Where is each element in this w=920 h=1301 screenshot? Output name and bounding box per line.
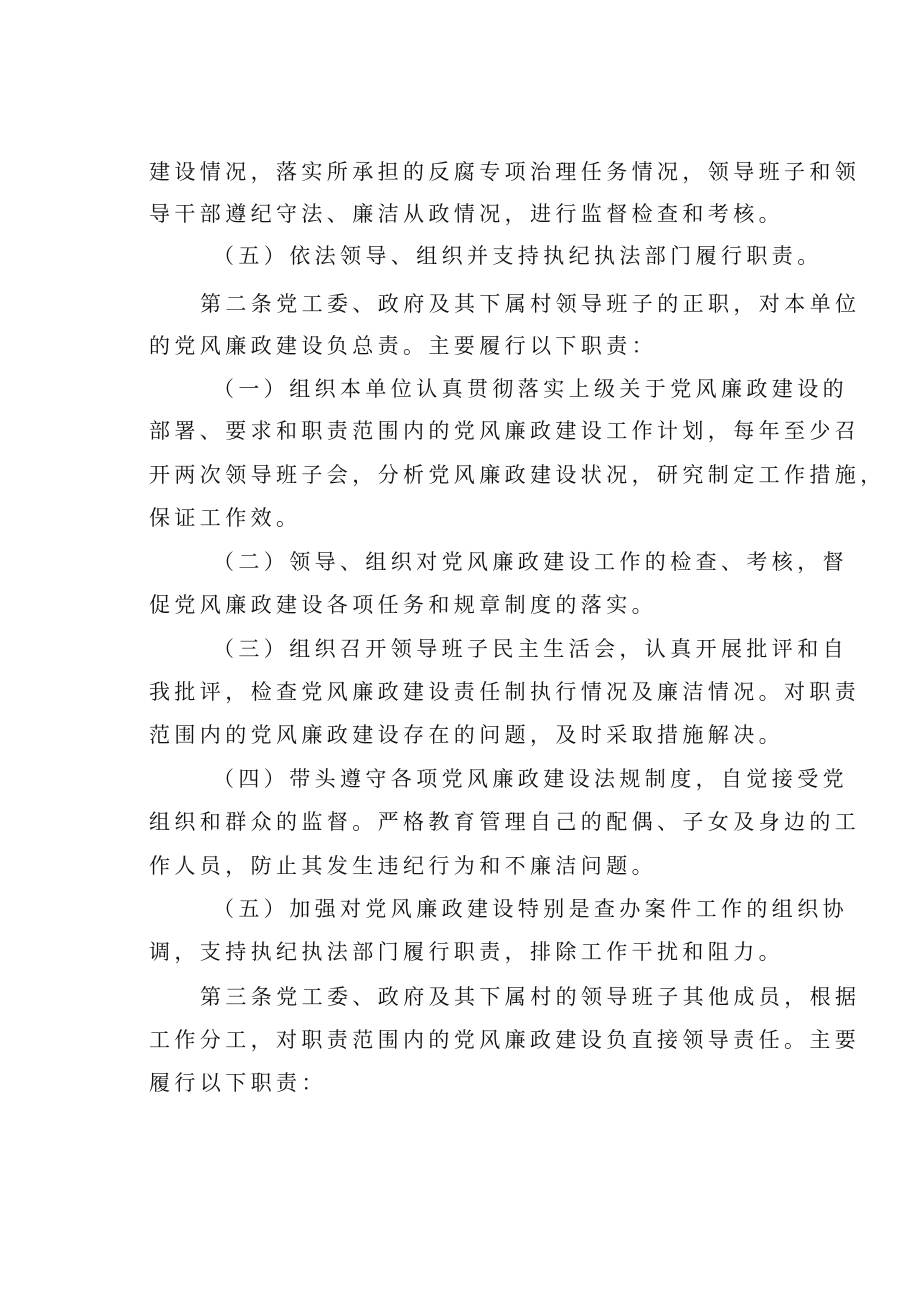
text-line: 作人员，防止其发生违纪行为和不廉洁问题。	[149, 854, 657, 878]
text-line: 的党风廉政建设负总责。主要履行以下职责：	[149, 334, 657, 358]
text-line: 我批评，检查党风廉政建设责任制执行情况及廉洁情况。对职责	[149, 680, 861, 704]
text-line: 工作分工，对职责范围内的党风廉政建设负直接领导责任。主要	[149, 1028, 861, 1052]
text-line: （一）组织本单位认真贯彻落实上级关于党风廉政建设的	[213, 377, 848, 401]
text-line: 部署、要求和职责范围内的党风廉政建设工作计划，每年至少召	[149, 419, 861, 443]
text-line: （五）加强对党风廉政建设特别是查办案件工作的组织协	[213, 897, 848, 921]
text-line: （四）带头遵守各项党风廉政建设法规制度，自觉接受党	[213, 767, 848, 791]
text-line: （三）组织召开领导班子民主生活会，认真开展批评和自	[213, 637, 848, 661]
text-line: 履行以下职责：	[149, 1071, 327, 1095]
text-line: 建设情况，落实所承担的反腐专项治理任务情况，领导班子和领	[149, 160, 861, 184]
text-line: （二）领导、组织对党风廉政建设工作的检查、考核，督	[213, 550, 848, 574]
text-line: 促党风廉政建设各项任务和规章制度的落实。	[149, 593, 657, 617]
text-line: 组织和群众的监督。严格教育管理自己的配偶、子女及身边的工	[149, 810, 861, 834]
text-line: （五）依法领导、组织并支持执纪执法部门履行职责。	[213, 244, 823, 268]
text-line: 第三条党工委、政府及其下属村的领导班子其他成员，根据	[200, 985, 861, 1009]
text-line: 调，支持执纪执法部门履行职责，排除工作干扰和阻力。	[149, 940, 784, 964]
text-line: 开两次领导班子会，分析党风廉政建设状况，研究制定工作措施，	[149, 463, 886, 487]
text-line: 第二条党工委、政府及其下属村领导班子的正职，对本单位	[200, 292, 861, 316]
text-line: 保证工作效。	[149, 506, 302, 530]
text-line: 范围内的党风廉政建设存在的问题，及时采取措施解决。	[149, 723, 784, 747]
text-line: 导干部遵纪守法、廉洁从政情况，进行监督检查和考核。	[149, 202, 784, 226]
